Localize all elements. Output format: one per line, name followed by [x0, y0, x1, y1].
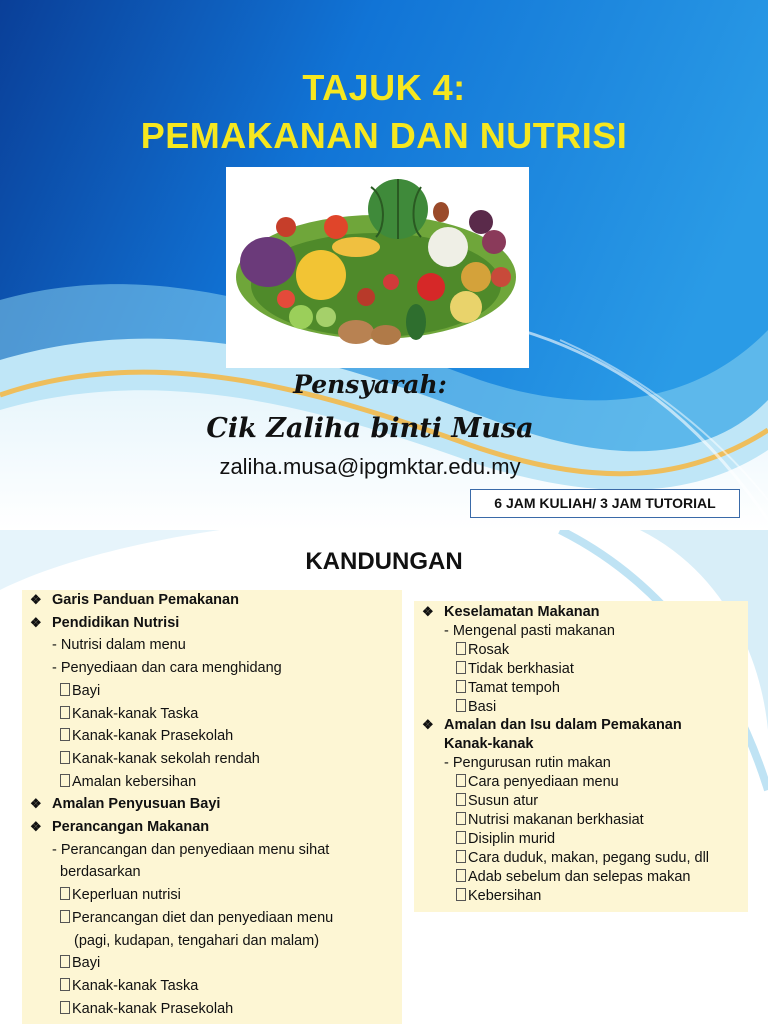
contents-sub-line: [52, 660, 282, 676]
sub-item-label: Amalan kebersihan: [72, 773, 197, 790]
contents-sub-item: [456, 699, 496, 715]
sub-item-label: Bayi: [72, 955, 101, 972]
diamond-bullet-icon: ❖: [422, 604, 434, 619]
sub-item-label: Kebersihan: [468, 887, 542, 904]
sub-item-label: Nutrisi makanan berkhasiat: [468, 811, 644, 828]
sub-item-label: Perancangan diet dan penyediaan menu: [72, 909, 334, 926]
missing-glyph-box-icon: [60, 955, 70, 968]
lecturer-email: zaliha.musa@ipgmktar.edu.my: [219, 454, 521, 479]
contents-sub-item: [456, 831, 555, 847]
missing-glyph-box-icon: [60, 706, 70, 719]
slide-title-line2: PEMAKANAN DAN NUTRISI: [140, 115, 628, 156]
sub-line-label: berdasarkan: [60, 864, 141, 881]
contents-bullet-item: [30, 592, 239, 608]
contents-right-box: [414, 601, 748, 912]
missing-glyph-box-icon: [60, 887, 70, 900]
contents-sub-item: [456, 888, 541, 904]
contents-sub-item: [60, 728, 233, 744]
sub-item-label: Bayi: [72, 682, 101, 699]
sub-item-label: Kanak-kanak Prasekolah: [72, 728, 234, 745]
contents-left-box: [22, 590, 402, 1024]
missing-glyph-box-icon: [60, 1001, 70, 1014]
contents-sub-item: [60, 774, 196, 790]
bullet-label: Amalan dan Isu dalam Pemakanan: [444, 717, 682, 734]
missing-glyph-box-icon: [60, 751, 70, 764]
bullet-label: Pendidikan Nutrisi: [52, 614, 180, 631]
diamond-bullet-icon: ❖: [30, 592, 42, 607]
contents-bullet-item: [422, 717, 682, 733]
sub-item-label: Kanak-kanak Taska: [72, 977, 199, 994]
diamond-bullet-icon: ❖: [30, 614, 42, 630]
contents-bullet-item: [422, 604, 600, 620]
sub-line-label: (pagi, kudapan, tengahari dan malam): [74, 932, 320, 949]
sub-item-label: Disiplin murid: [468, 830, 556, 847]
contents-sub-item: [60, 955, 100, 971]
sub-line-label: - Perancangan dan penyediaan menu sihat: [52, 841, 330, 858]
missing-glyph-box-icon: [60, 774, 70, 787]
contents-sub-line: [52, 842, 329, 858]
contents-sub-item: [60, 910, 333, 926]
contents-sub-item: [60, 706, 198, 722]
contents-sub-item: [456, 642, 509, 658]
bullet-label: Perancangan Makanan: [52, 819, 210, 835]
sub-line-label: - Penyediaan dan cara menghidang: [52, 660, 282, 677]
lecturer-label: Pensyarah:: [293, 370, 447, 399]
missing-glyph-box-icon: [456, 774, 466, 787]
missing-glyph-box-icon: [456, 793, 466, 806]
missing-glyph-box-icon: [60, 978, 70, 991]
sub-item-label: Rosak: [468, 641, 510, 658]
bullet-label: Amalan Penyusuan Bayi: [52, 796, 221, 813]
missing-glyph-box-icon: [456, 888, 466, 901]
sub-item-label: Tidak berkhasiat: [468, 660, 574, 677]
bullet-label: Keselamatan Makanan: [444, 604, 600, 620]
missing-glyph-box-icon: [456, 869, 466, 882]
missing-glyph-box-icon: [456, 699, 466, 712]
missing-glyph-box-icon: [456, 642, 466, 655]
contents-sub-line: [444, 755, 611, 771]
contents-sub-item: [60, 683, 100, 699]
contents-sub-item: [456, 661, 574, 677]
sub-line-label: - Nutrisi dalam menu: [52, 637, 186, 654]
missing-glyph-box-icon: [456, 850, 466, 863]
contents-sub-line: [60, 864, 141, 880]
contents-sub-item: [60, 751, 260, 767]
lecturer-name: Cik Zaliha binti Musa: [206, 413, 534, 444]
contents-sub-line: [74, 933, 319, 949]
sub-item-label: Keperluan nutrisi: [72, 887, 181, 904]
contents-sub-item: [60, 887, 181, 903]
contents-sub-item: [456, 793, 538, 809]
slide-title-line1: TAJUK 4:: [302, 67, 466, 108]
sub-item-label: Kanak-kanak sekolah rendah: [72, 750, 260, 767]
diamond-bullet-icon: ❖: [30, 796, 42, 812]
vegetables-and-fruits-photo: [226, 167, 529, 368]
contents-sub-item: [456, 869, 690, 885]
missing-glyph-box-icon: [60, 910, 70, 923]
sub-item-label: Cara duduk, makan, pegang sudu, dll: [468, 849, 710, 866]
missing-glyph-box-icon: [456, 680, 466, 693]
sub-item-label: Kanak-kanak Taska: [72, 705, 199, 722]
contents-sub-item: [60, 978, 198, 994]
contents-bullet-item: [30, 796, 220, 812]
vegetables-illustration: [226, 167, 529, 368]
bullet-label: Garis Panduan Pemakanan: [52, 592, 239, 608]
contents-bullet-item: [30, 819, 209, 835]
missing-glyph-box-icon: [456, 812, 466, 825]
missing-glyph-box-icon: [60, 683, 70, 696]
sub-line-label: - Pengurusan rutin makan: [444, 755, 611, 772]
contents-sub-item: [456, 774, 619, 790]
sub-item-label: Kanak-kanak Prasekolah: [72, 1000, 234, 1017]
sub-line-label: - Mengenal pasti makanan: [444, 622, 615, 639]
contents-bullet-item: [30, 615, 179, 631]
diamond-bullet-icon: ❖: [30, 819, 42, 834]
contents-sub-item: [456, 812, 644, 828]
missing-glyph-box-icon: [456, 661, 466, 674]
missing-glyph-box-icon: [456, 831, 466, 844]
sub-item-label: Tamat tempoh: [468, 679, 560, 696]
sub-item-label: Adab sebelum dan selepas makan: [468, 868, 691, 885]
contents-sub-line: [52, 637, 186, 653]
contents-sub-item: [456, 850, 709, 866]
missing-glyph-box-icon: [60, 728, 70, 741]
contents-sub-item: [456, 680, 560, 696]
diamond-bullet-icon: ❖: [422, 717, 434, 733]
sub-item-label: Basi: [468, 698, 497, 715]
sub-item-label: Cara penyediaan menu: [468, 774, 619, 791]
hours-badge: 6 JAM KULIAH/ 3 JAM TUTORIAL: [470, 489, 740, 518]
contents-heading: KANDUNGAN: [305, 548, 463, 575]
contents-sub-line: [444, 623, 615, 639]
contents-bullet-continuation: [444, 736, 533, 752]
bullet-label: Kanak-kanak: [444, 736, 534, 753]
contents-sub-item: [60, 1001, 233, 1017]
sub-item-label: Susun atur: [468, 793, 539, 809]
